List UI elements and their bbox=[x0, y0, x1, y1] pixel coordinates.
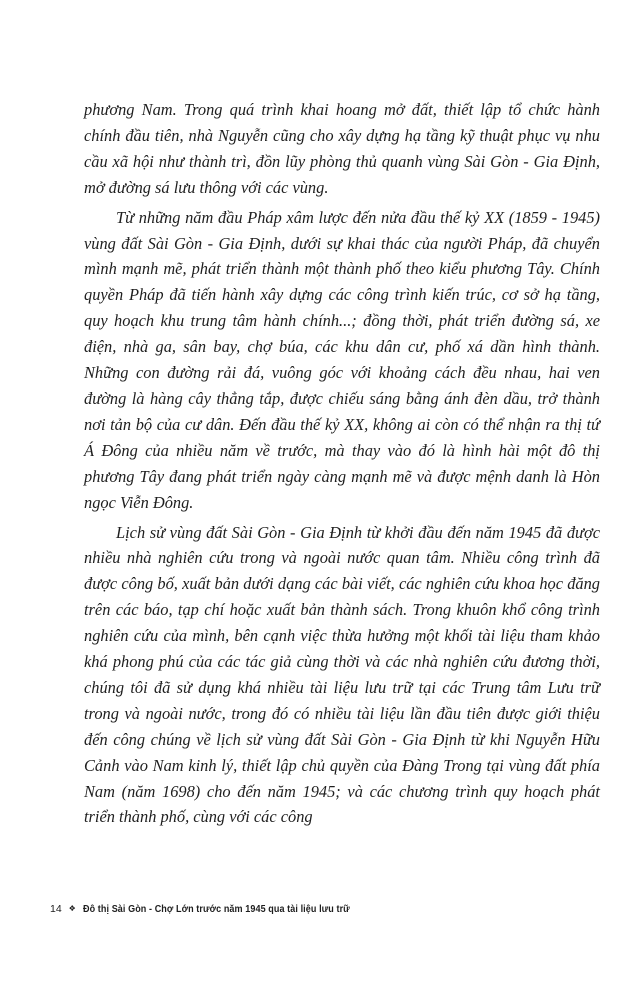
page-number: 14 bbox=[50, 903, 62, 915]
running-title: Đô thị Sài Gòn - Chợ Lớn trước năm 1945 qua tài liệu lưu trữ bbox=[82, 903, 350, 915]
paragraph-continuation: phương Nam. Trong quá trình khai hoang mở đất, thiết lập tổ chức hành chính đầu tiên, nhà Nguyễn cũng cho xây dựng hạ tầng kỹ thuật phục vụ nhu cầu xã hội như thành trì, đồn lũy phòng thủ quanh vùng Sài Gòn - Gia Định, mở đường sá lưu thông với các vùng. bbox=[84, 100, 600, 197]
ornament-icon: ❖ bbox=[68, 904, 76, 913]
page-footer bbox=[50, 903, 393, 915]
paragraph-french-period: Từ những năm đầu Pháp xâm lược đến nửa đầu thế kỷ XX (1859 - 1945) vùng đất Sài Gòn - Gia Định, dưới sự khai thác của người Pháp, đã chuyển mình mạnh mẽ, phát triển thành một thành phố theo kiểu phương Tây. Chính quyền Pháp đã tiến hành xây dựng các công trình kiến trúc, cơ sở hạ tầng, quy hoạch khu trung tâm hành chính...; đồng thời, phát triển đường sá, xe điện, nhà ga, sân bay, chợ búa, các khu dân cư, phố xá dần hình thành. Những con đường rải đá, vuông góc với khoảng cách đều nhau, hai ven đường là hàng cây thẳng tắp, được chiếu sáng bằng ánh đèn dầu, trở thành nơi tản bộ của cư dân. Đến đầu thế kỷ XX, không ai còn có thể nhận ra thị tứ Á Đông của nhiều năm về trước, mà thay vào đó là hình hài một đô thị phương Tây đang phát triển ngày càng mạnh mẽ và được mệnh danh là Hòn ngọc Viễn Đông. bbox=[84, 207, 600, 512]
body-text bbox=[84, 97, 600, 830]
paragraph-research-history: Lịch sử vùng đất Sài Gòn - Gia Định từ khởi đầu đến năm 1945 đã được nhiều nhà nghiên cứu trong và ngoài nước quan tâm. Nhiều công trình đã được công bố, xuất bản dưới dạng các bài viết, các nghiên cứu khoa học đăng trên các báo, tạp chí hoặc xuất bản thành sách. Trong khuôn khổ công trình nghiên cứu của mình, bên cạnh việc thừa hưởng một khối tài liệu tham khảo khá phong phú của các tác giả cùng thời và các nhà nghiên cứu đương thời, chúng tôi đã sử dụng khá nhiều tài liệu lưu trữ tại các Trung tâm Lưu trữ trong và ngoài nước, trong đó có nhiều tài liệu lần đầu tiên được giới thiệu đến công chúng về lịch sử vùng đất Sài Gòn - Gia Định từ khi Nguyễn Hữu Cảnh vào Nam kinh lý, thiết lập chủ quyền của Đàng Trong tại vùng đất phía Nam (năm 1698) cho đến năm 1945; và các chương trình quy hoạch phát triển thành phố, cùng với các công bbox=[84, 522, 600, 827]
